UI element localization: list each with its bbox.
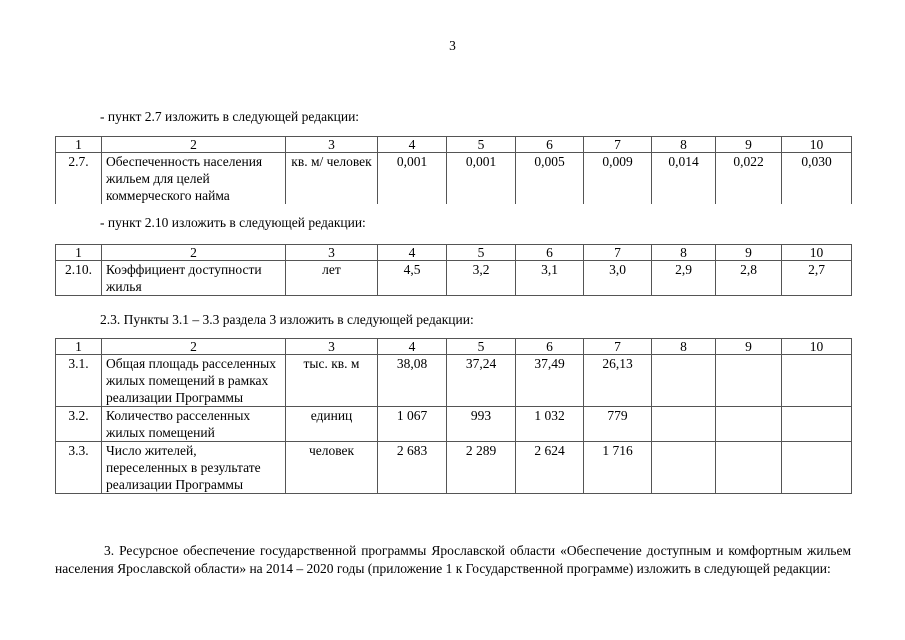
header-cell: 7 — [584, 339, 652, 355]
value-cell: 0,009 — [584, 153, 652, 205]
indicator-table-2-10 — [55, 244, 852, 296]
value-cell: 2 289 — [447, 442, 516, 494]
indicator-name: Число жителей, переселенных в результате реализации Программы — [102, 442, 286, 494]
indicator-table-3 — [55, 338, 852, 494]
header-cell: 5 — [447, 137, 516, 153]
value-cell — [782, 355, 852, 407]
table-row — [56, 261, 852, 296]
value-cell: 0,030 — [782, 153, 852, 205]
value-cell: 2 624 — [516, 442, 584, 494]
value-cell: 1 032 — [516, 407, 584, 442]
header-cell: 2 — [102, 137, 286, 153]
value-cell: 26,13 — [584, 355, 652, 407]
value-cell: 1 067 — [378, 407, 447, 442]
column-number-row — [56, 245, 852, 261]
header-cell: 4 — [378, 245, 447, 261]
value-cell — [782, 442, 852, 494]
value-cell: 3,0 — [584, 261, 652, 296]
value-cell — [716, 407, 782, 442]
table-row — [56, 442, 852, 494]
row-number: 3.3. — [56, 442, 102, 494]
header-cell: 6 — [516, 245, 584, 261]
header-cell: 8 — [652, 339, 716, 355]
header-cell: 7 — [584, 245, 652, 261]
value-cell: 0,001 — [447, 153, 516, 205]
value-cell — [652, 407, 716, 442]
indicator-name: Количество расселенных жилых помещений — [102, 407, 286, 442]
value-cell: 0,022 — [716, 153, 782, 205]
page-number: 3 — [449, 38, 456, 53]
unit-cell: единиц — [286, 407, 378, 442]
header-cell: 3 — [286, 245, 378, 261]
header-cell: 1 — [56, 339, 102, 355]
column-number-row — [56, 339, 852, 355]
row-number: 2.7. — [56, 153, 102, 205]
value-cell — [652, 442, 716, 494]
value-cell: 37,49 — [516, 355, 584, 407]
value-cell: 37,24 — [447, 355, 516, 407]
indicator-name: Обеспеченность населения жильем для целей коммерческого найма — [102, 153, 286, 205]
value-cell: 3,1 — [516, 261, 584, 296]
header-cell: 9 — [716, 245, 782, 261]
header-cell: 9 — [716, 339, 782, 355]
value-cell: 2,9 — [652, 261, 716, 296]
indicator-name: Коэффициент доступности жилья — [102, 261, 286, 296]
indicator-name: Общая площадь расселенных жилых помещений в рамках реализации Программы — [102, 355, 286, 407]
header-cell: 8 — [652, 137, 716, 153]
row-number: 3.2. — [56, 407, 102, 442]
header-cell: 7 — [584, 137, 652, 153]
resource-provision-paragraph: 3. Ресурсное обеспечение государственной программы Ярославской области «Обеспечение доступным и комфортным жильем населения Ярославской области» на 2014 – 2020 годы (приложение 1 к Государственной программе) изложить в следующей редакции: — [55, 543, 851, 576]
header-cell: 10 — [782, 339, 852, 355]
unit-cell: лет — [286, 261, 378, 296]
value-cell: 4,5 — [378, 261, 447, 296]
row-number: 2.10. — [56, 261, 102, 296]
value-cell: 1 716 — [584, 442, 652, 494]
value-cell — [716, 442, 782, 494]
header-cell: 1 — [56, 137, 102, 153]
header-cell: 3 — [286, 339, 378, 355]
value-cell: 779 — [584, 407, 652, 442]
header-cell: 5 — [447, 339, 516, 355]
table-row — [56, 355, 852, 407]
header-cell: 2 — [102, 339, 286, 355]
column-number-row — [56, 137, 852, 153]
value-cell — [716, 355, 782, 407]
header-cell: 6 — [516, 137, 584, 153]
value-cell: 2 683 — [378, 442, 447, 494]
unit-cell: кв. м/ человек — [286, 153, 378, 205]
section-3-intro: 2.3. Пункты 3.1 – 3.3 раздела 3 изложить в следующей редакции: — [100, 312, 474, 327]
header-cell: 2 — [102, 245, 286, 261]
value-cell: 38,08 — [378, 355, 447, 407]
amendment-2-10-intro: - пункт 2.10 изложить в следующей редакции: — [100, 215, 366, 230]
unit-cell: тыс. кв. м — [286, 355, 378, 407]
table-row — [56, 407, 852, 442]
row-number: 3.1. — [56, 355, 102, 407]
header-cell: 5 — [447, 245, 516, 261]
header-cell: 8 — [652, 245, 716, 261]
header-cell: 10 — [782, 137, 852, 153]
header-cell: 4 — [378, 339, 447, 355]
unit-cell: человек — [286, 442, 378, 494]
table-row — [56, 153, 852, 205]
header-cell: 6 — [516, 339, 584, 355]
value-cell: 3,2 — [447, 261, 516, 296]
value-cell: 2,7 — [782, 261, 852, 296]
value-cell: 0,005 — [516, 153, 584, 205]
indicator-table-2-7 — [55, 136, 852, 204]
value-cell: 0,014 — [652, 153, 716, 205]
value-cell: 0,001 — [378, 153, 447, 205]
value-cell: 993 — [447, 407, 516, 442]
header-cell: 1 — [56, 245, 102, 261]
value-cell — [652, 355, 716, 407]
header-cell: 4 — [378, 137, 447, 153]
amendment-2-7-intro: - пункт 2.7 изложить в следующей редакции: — [100, 109, 360, 124]
header-cell: 3 — [286, 137, 378, 153]
header-cell: 9 — [716, 137, 782, 153]
value-cell: 2,8 — [716, 261, 782, 296]
header-cell: 10 — [782, 245, 852, 261]
value-cell — [782, 407, 852, 442]
